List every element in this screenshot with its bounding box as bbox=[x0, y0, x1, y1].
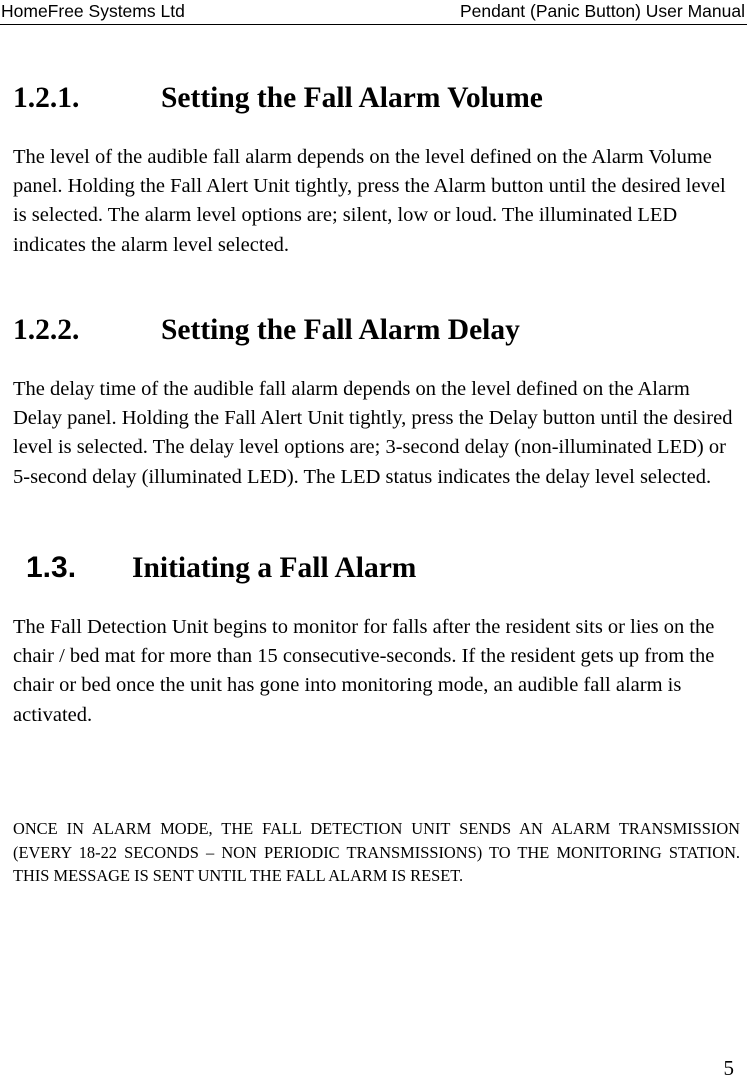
section-number: 1.2.2. bbox=[13, 314, 80, 346]
alarm-transmission-note: ONCE IN ALARM MODE, THE FALL DETECTION UNIT SENDS AN ALARM TRANSMISSION (EVERY 18-22 SECONDS – NON PERIODIC TRANSMISSIONS) TO THE MONITORING STATION. THIS MESSAGE IS SENT UNTIL THE FALL ALARM IS RESET. bbox=[13, 819, 740, 885]
section-number: 1.3. bbox=[26, 551, 77, 584]
document-title: Pendant (Panic Button) User Manual bbox=[459, 1, 745, 21]
section-body-1-2-2: The delay time of the audible fall alarm depends on the level defined on the Alarm Delay panel. Holding the Fall Alert Unit tightly, press the Delay button until the desired level is selected. The delay level options are; 3-second delay (non-illuminated LED) or 5-second delay (illuminated LED). The LED status indicates the delay level selected. bbox=[13, 378, 733, 488]
section-heading-1-2-2 bbox=[13, 313, 520, 347]
section-heading-1-3 bbox=[26, 551, 416, 585]
page-number: 5 bbox=[723, 1056, 734, 1080]
section-heading-1-2-1 bbox=[13, 81, 543, 115]
section-number: 1.2.1. bbox=[13, 82, 80, 114]
section-title: Setting the Fall Alarm Delay bbox=[161, 314, 520, 346]
company-name: HomeFree Systems Ltd bbox=[1, 1, 185, 21]
section-body-1-2-1: The level of the audible fall alarm depends on the level defined on the Alarm Volume panel. Holding the Fall Alert Unit tightly, press the Alarm button until the desired level is selected. The alarm level options are; silent, low or loud. The illuminated LED indicates the alarm level selected. bbox=[13, 146, 726, 256]
section-body-1-3: The Fall Detection Unit begins to monitor for falls after the resident sits or lies on the chair / bed mat for more than 15 consecutive-seconds. If the resident gets up from the chair or bed once the unit has gone into monitoring mode, an audible fall alarm is activated. bbox=[13, 616, 715, 726]
section-title: Setting the Fall Alarm Volume bbox=[161, 82, 543, 114]
section-title: Initiating a Fall Alarm bbox=[132, 552, 417, 584]
page-header bbox=[0, 0, 747, 25]
